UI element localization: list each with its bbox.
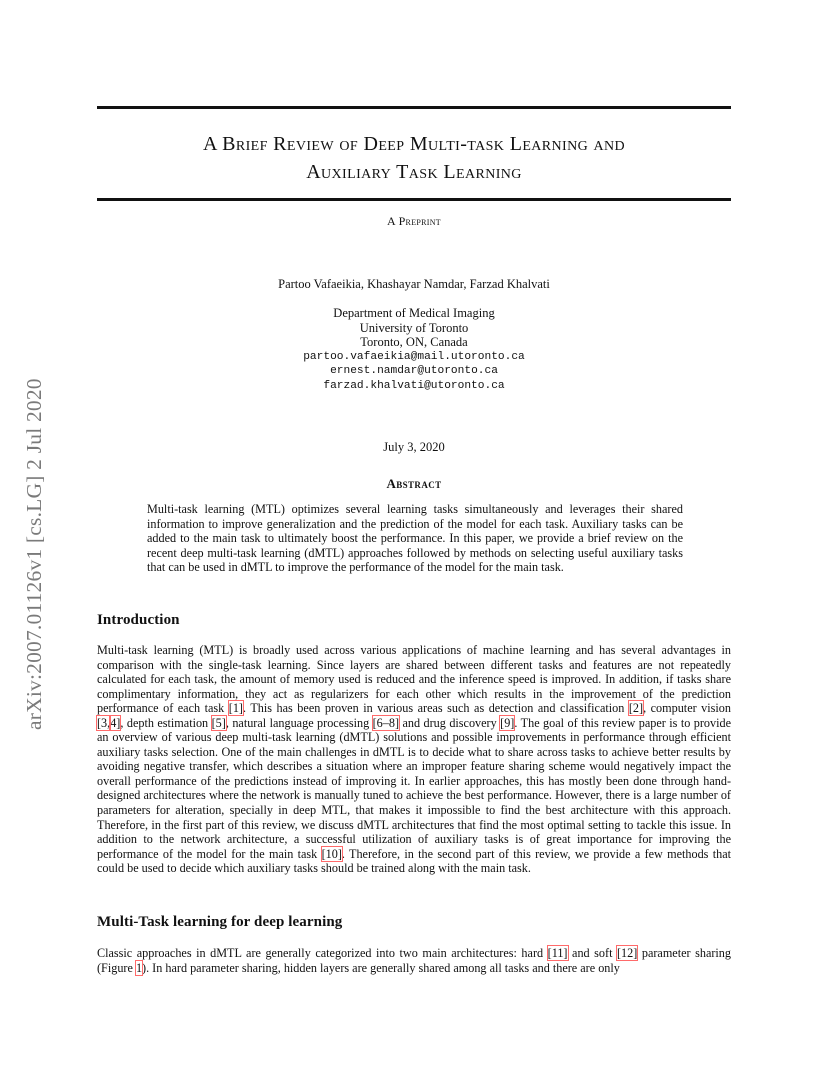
publication-date: July 3, 2020 [383, 440, 445, 454]
text-run: , computer vision [643, 701, 731, 716]
title-line-2: Auxiliary Task Learning [306, 161, 522, 183]
affiliation-university: University of Toronto [359, 320, 469, 335]
citation-link[interactable]: [12] [617, 946, 638, 960]
affiliation-department: Department of Medical Imaging [333, 306, 495, 320]
text-run: parameter sharing (Figure [97, 946, 731, 975]
text-run: . Therefore, in the second part of this review, we provide a few methods that could be used to decide which auxiliary tasks should be trained along with the main task. [97, 846, 732, 876]
affiliation-location: Toronto, ON, Canada [360, 335, 468, 350]
text-run: , natural language processing [225, 715, 373, 730]
introduction-paragraph [97, 643, 731, 876]
text-run: and soft [567, 946, 617, 960]
text-run: . This has been proven in various areas such as detection and classification [243, 701, 629, 716]
abstract-text: Multi-task learning (MTL) optimizes several learning tasks simultaneously and leverages their shared information to improve generalization and the prediction of the model for each task. Auxiliary tasks can be added to the main task to ultimately boost the performance. In this paper, we provide a brief review on the recent deep multi-task learning (dMTL) approaches followed by methods on selecting useful auxiliary tasks that can be used in dMTL to improve the performance of the model for the main task. [147, 502, 683, 575]
citation-link[interactable]: [11] [547, 946, 568, 960]
section-heading-mtl-deep-learning: Multi-Task learning for deep learning [97, 914, 343, 930]
citation-link[interactable]: [3, [97, 715, 111, 730]
citation-link[interactable]: [2] [628, 701, 644, 716]
abstract-heading: Abstract [386, 476, 442, 491]
text-run: Multi-task learning (MTL) is broadly used across various applications of machine learning and has several advantages in comparison with the single-task learning. Since layers are shared between different tasks and features are not repeatedly calculated for each task, the amount of memory used is reduced and the inference speed is improved. In addition, if tasks share complimentary information, they act as regularizers for each other which results in the improvement of the prediction performance of each task [97, 643, 731, 716]
author-email[interactable]: ernest.namdar@utoronto.ca [330, 365, 498, 378]
text-run: , depth estimation [120, 715, 212, 730]
figure-reference-link[interactable]: 1 [135, 960, 143, 975]
citation-link[interactable]: [6–8] [372, 715, 400, 730]
citation-link[interactable]: [5] [211, 715, 226, 730]
title-rule-bottom [97, 198, 731, 201]
mtl-paragraph [97, 946, 731, 975]
text-run: and drug discovery [399, 715, 501, 730]
author-email[interactable]: partoo.vafaeikia@mail.utoronto.ca [303, 350, 525, 363]
citation-link[interactable]: [10] [321, 846, 342, 861]
author-list: Partoo Vafaeikia, Khashayar Namdar, Farzad Khalvati [278, 277, 550, 291]
text-run: . The goal of this review paper is to provide an overview of various deep multi-task learning (dMTL) solutions and possible improvements in performance through efficient auxiliary tasks selection. One of the main challenges in dMTL is to decide what to share across tasks to achieve better results by avoiding negative transfer, which describes a situation where an improper feature sharing scheme would negatively impact the overall performance of the predictions instead of improving it. In earlier approaches, this has mostly been done through hand-designed architectures where the network is manually tuned to achieve the best performance. However, there is a large number of parameters for alteration, specially in deep MTL, that makes it impossible to find the best architecture with this approach. Therefore, in the first part of this review, we discuss dMTL architectures that find the most optimal setting to tackle this issue. In addition to the network architecture, a successful utilization of auxiliary tasks is of great importance for improving the performance of the model for the main task [97, 715, 731, 861]
preprint-label: A Preprint [386, 214, 441, 228]
section-heading-introduction: Introduction [97, 612, 180, 628]
citation-link[interactable]: [1] [228, 701, 243, 716]
citation-link[interactable]: 4] [110, 715, 121, 730]
title-rule-top [97, 106, 731, 109]
citation-link[interactable]: [9] [500, 715, 515, 730]
arxiv-identifier: arXiv:2007.01126v1 [cs.LG] 2 Jul 2020 [22, 378, 46, 730]
affiliation-block [97, 306, 731, 394]
text-run: Classic approaches in dMTL are generally categorized into two main architectures: hard [97, 946, 548, 960]
author-email[interactable]: farzad.khalvati@utoronto.ca [323, 379, 505, 392]
text-run: ). In hard parameter sharing, hidden layers are generally shared among all tasks and there are only [142, 960, 620, 975]
paper-title [97, 130, 731, 186]
title-line-1: A Brief Review of Deep Multi-task Learning and [202, 133, 626, 155]
